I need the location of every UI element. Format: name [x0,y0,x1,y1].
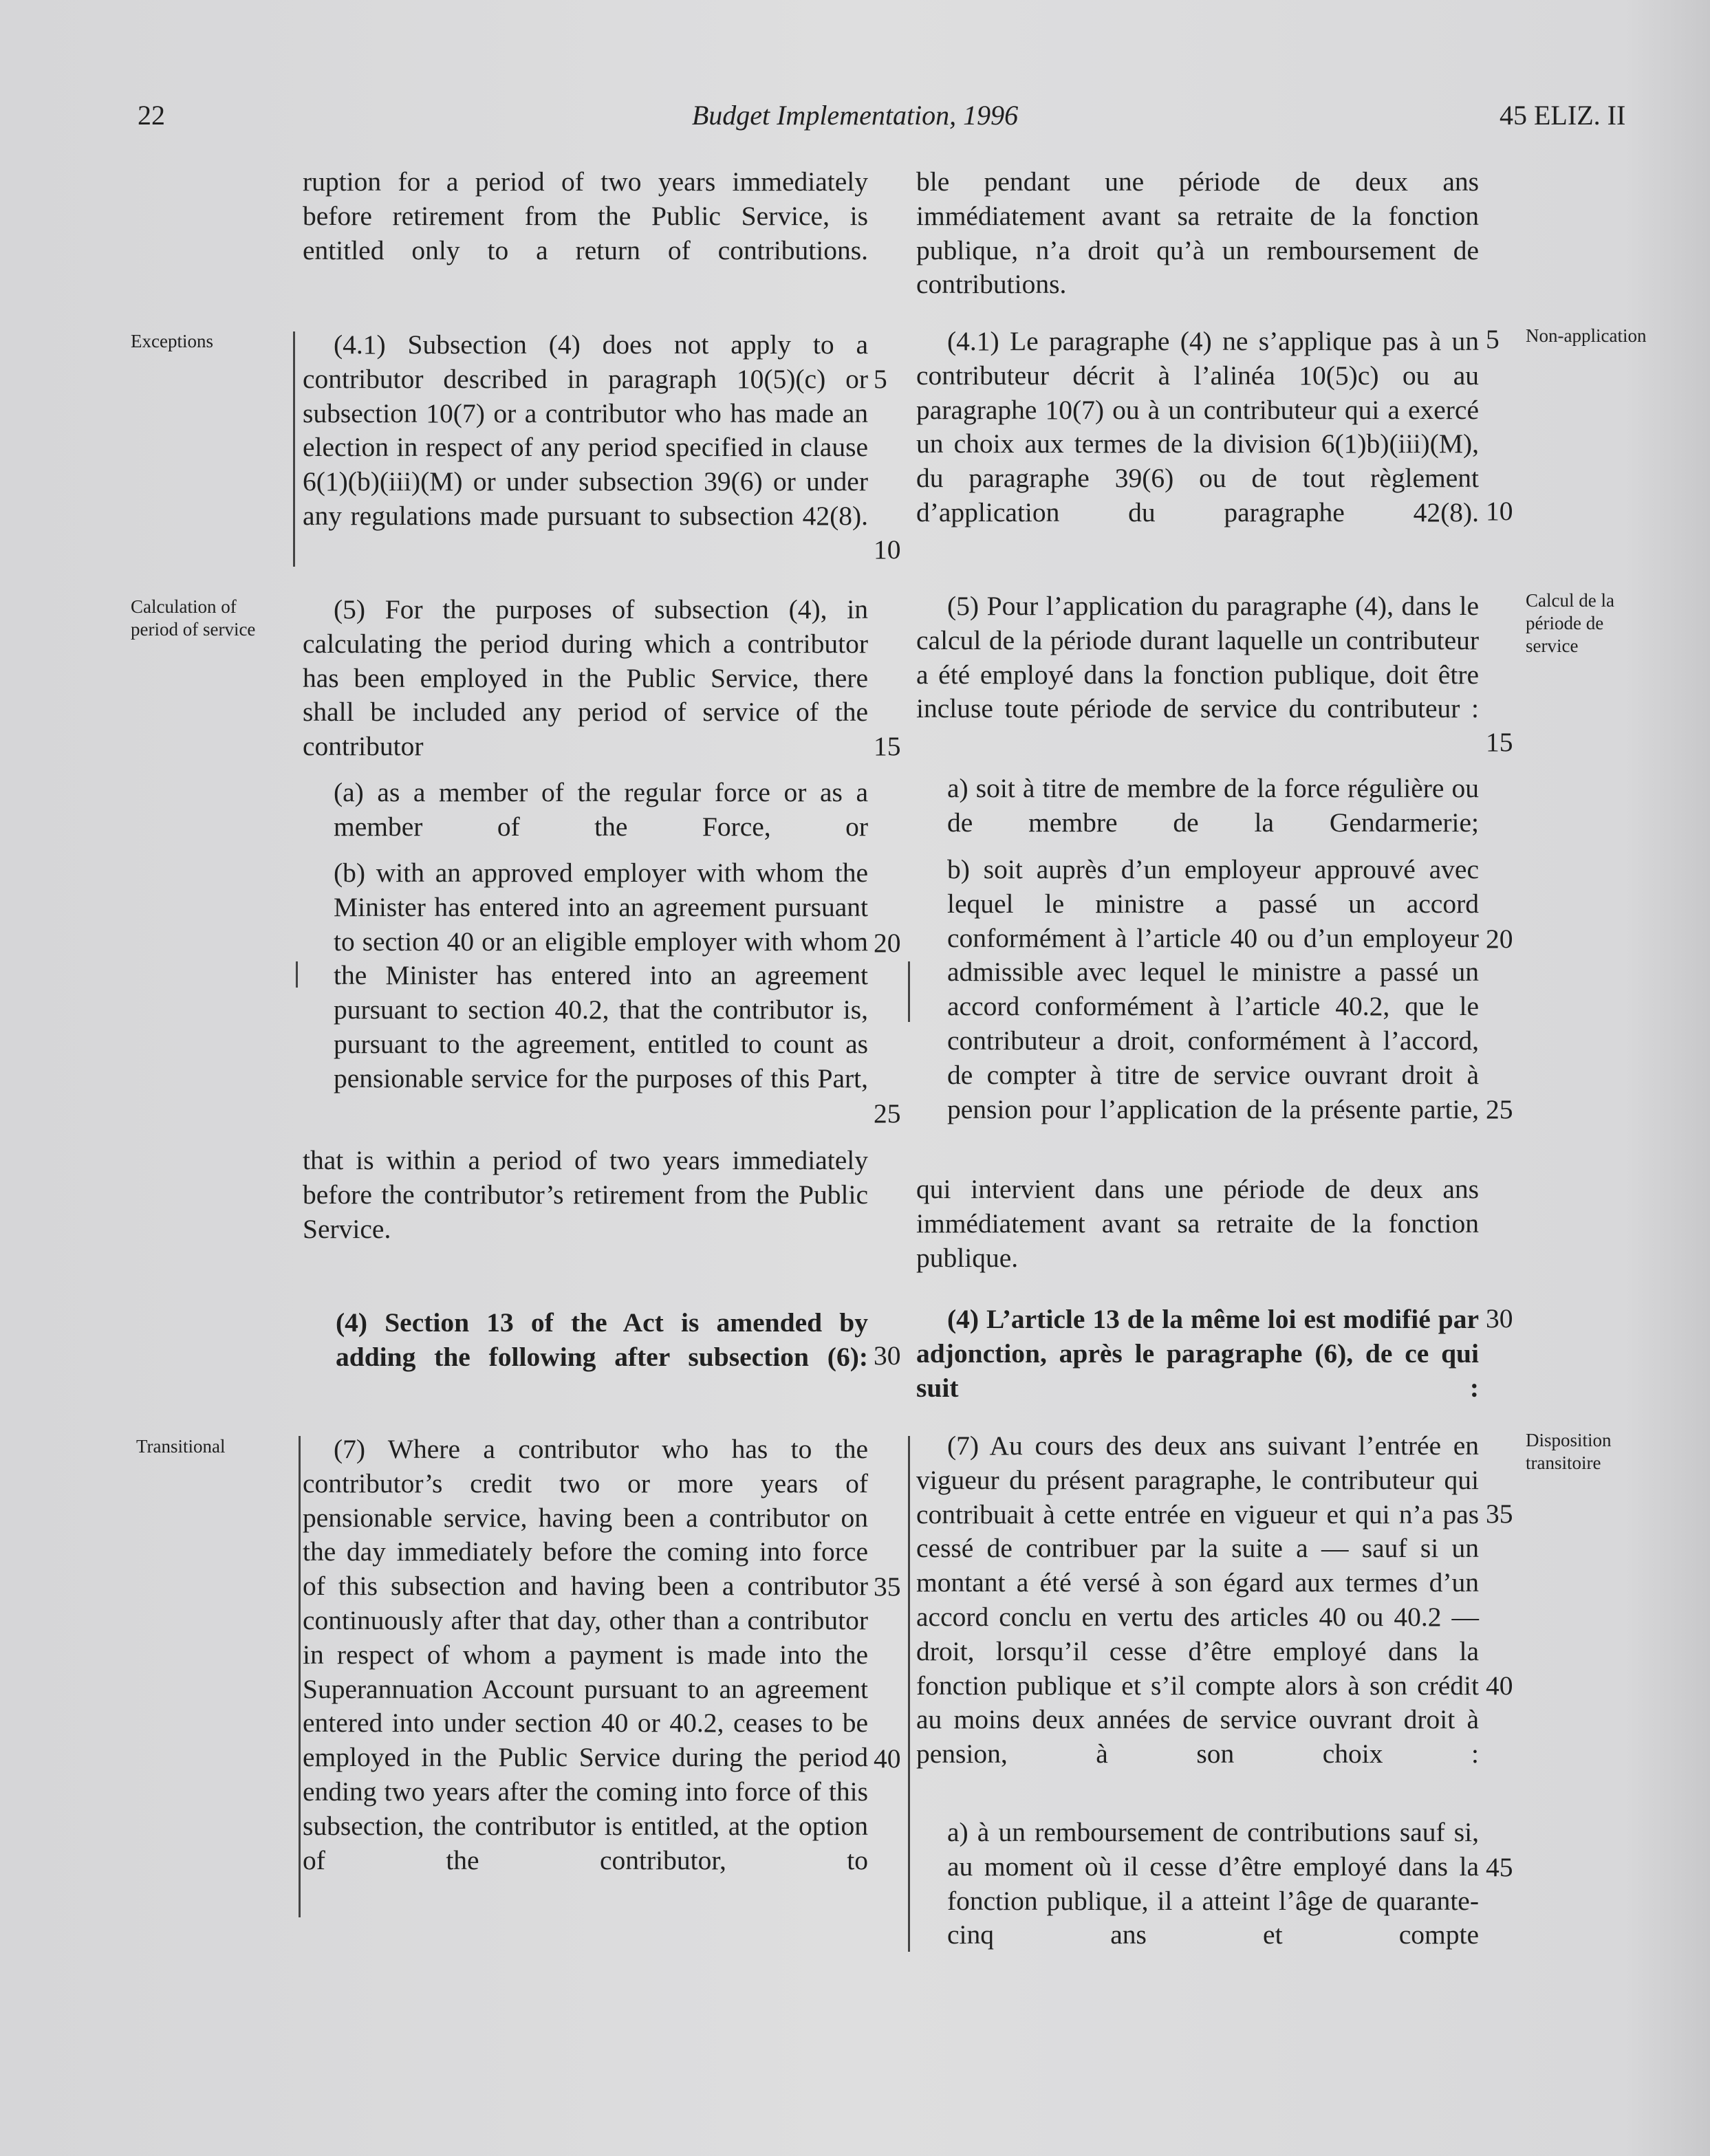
line-number: 45 [1486,1852,1513,1882]
line-number: 10 [874,534,901,565]
margin-note-non-application: Non-application [1526,325,1647,346]
page-number: 22 [138,100,165,131]
en-paragraph-b: (b) with an approved employer with whom the Minister has entered into an agreement pursuant to section 40 or an eligible employer with whom the Minister has entered into an agreement pursuant to section 40.2, that the contributor is, pursuant to the agreement, entitled to count as pensionable service for the purposes of this Part, [334,858,868,1093]
fr-subsection-5: (5) Pour l’application du paragraphe (4), dans le calcul de la période durant laquelle un contributeur a été employé dans la fonction publique, doit être incluse toute période de service du contributeur : [916,591,1479,724]
line-number: 40 [1486,1670,1513,1701]
line-number: 10 [1486,496,1513,526]
line-number: 40 [874,1743,901,1774]
line-number: 5 [874,364,887,394]
fr-amending-clause: (4) L’article 13 de la même loi est modifié par adjonction, après le paragraphe (6), de ce qui suit : [916,1304,1479,1403]
fr-alinea-a: a) soit à titre de membre de la force régulière ou de membre de la Gendarmerie; [947,773,1479,838]
line-number: 30 [874,1340,901,1371]
change-bar [908,1436,910,1952]
line-number: 35 [874,1571,901,1602]
fr-continuation: ble pendant une période de deux ans immédiatement avant sa retraite de la fonction publique, n’a droit qu’à un remboursement de contributions. [916,166,1479,300]
en-subsection-5: (5) For the purposes of subsection (4), in calculating the period during which a contributor has been employed in the Public Service, there shall be included any period of service of the contributor [303,594,868,762]
margin-note-transitional: Transitional [136,1436,226,1457]
change-bar [293,331,295,567]
en-paragraph-a: (a) as a member of the regular force or as a member of the Force, or [334,777,868,842]
line-number: 30 [1486,1303,1513,1333]
margin-note-exceptions: Exceptions [131,331,213,351]
en-subsection-7: (7) Where a contributor who has to the contributor’s credit two or more years of pensionable service, having been a contributor on the day immediately before the coming into force of this subsection and having been a contributor continuously after that day, other than a contributor in respect of whom a payment is made into the Superannuation Account pursuant to an agreement entered into under section 40 or 40.2, ceases to be employed in the Public Service during the period ending two years after the coming into force of this subsection, the contributor is entitled, at the option of the contributor, to [303,1434,868,1875]
line-number: 35 [1486,1499,1513,1529]
fr-alinea-b: b) soit auprès d’un employeur approuvé avec lequel le ministre a passé un accord conformément à l’article 40 ou d’un employeur admissible avec lequel le ministre a passé un accord conformément à l’article 40.2, que le contributeur a droit, conformément à l’accord, de compter à titre de service ouvrant droit à pension pour l’application de la présente partie, [947,854,1479,1124]
fr-alinea-a-7: a) à un remboursement de contributions sauf si, au moment où il cesse d’être employé dans la fonction publique, il a atteint l’âge de quarante-cinq ans et compte [947,1817,1479,1950]
change-bar [299,1436,301,1917]
en-continuation: ruption for a period of two years immediately before retirement from the Public Service, is entitled only to a return of contributions. [303,166,868,265]
en-closing-words: that is within a period of two years immediately before the contributor’s retirement from the Public Service. [303,1145,868,1244]
line-number: 15 [1486,727,1513,757]
fr-subsection-7: (7) Au cours des deux ans suivant l’entrée en vigueur du présent paragraphe, le contributeur qui contribuait à cette entrée en vigueur et qui n’a pas cessé de contribuer par la suite a — sauf si un montant a été versé à son égard aux termes d’un accord conclu en vertu des articles 40 ou 40.2 — droit, lorsqu’il cesse d’être employé dans la fonction publique et s’il compte alors à son crédit au moins deux années de service ouvrant droit à pension, à son choix : [916,1430,1479,1770]
line-number: 20 [1486,924,1513,954]
line-number: 20 [874,928,901,958]
running-title: Budget Implementation, 1996 [691,100,1019,131]
fr-subsection-4-1: (4.1) Le paragraphe (4) ne s’applique pas à un contributeur décrit à l’alinéa 10(5)c) ou au paragraphe 10(7) ou à un contributeur qui a exercé un choix aux termes de la division 6(1)b)(iii)(M), du paragraphe 39(6) ou de tout règlement d’application du paragraphe 42(8). [916,326,1479,527]
line-number: 25 [874,1098,901,1129]
en-amending-clause: (4) Section 13 of the Act is amended by adding the following after subsection (6): [336,1307,868,1372]
change-bar [908,961,910,1022]
line-number: 15 [874,731,901,761]
change-bar [296,961,298,988]
en-subsection-4-1: (4.1) Subsection (4) does not apply to a contributor described in paragraph 10(5)(c) or subsection 10(7) or a contributor who has made an election in respect of any period specified in clause 6(1)(b)(iii)(M) or under subsection 39(6) or under any regulations made pursuant to subsection 42(8). [303,329,868,531]
regnal-year: 45 ELIZ. II [1500,100,1626,131]
margin-note-calculation: Calculation of period of service [131,596,256,640]
margin-note-calcul: Calcul de la période de service [1526,590,1614,656]
line-number: 25 [1486,1094,1513,1124]
fr-closing-words: qui intervient dans une période de deux ans immédiatement avant sa retraite de la fonction publique. [916,1174,1479,1273]
line-number: 5 [1486,324,1500,354]
margin-note-disposition: Disposition transitoire [1526,1430,1612,1473]
